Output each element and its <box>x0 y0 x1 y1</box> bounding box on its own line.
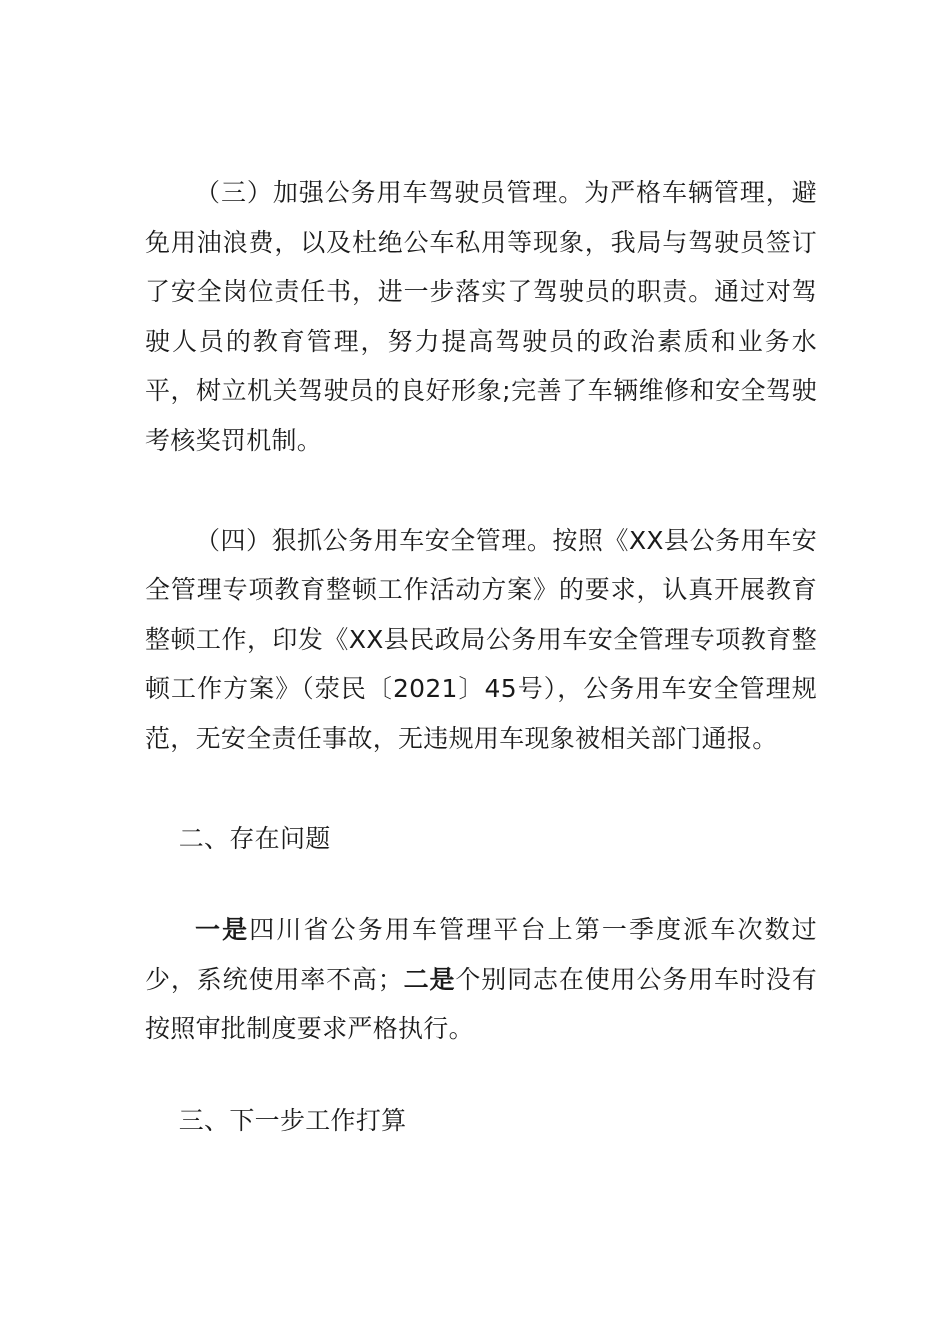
paragraph-driver-management: （三）加强公务用车驾驶员管理。为严格车辆管理，避免用油浪费，以及杜绝公车私用等现象，我局与驾驶员签订了安全岗位责任书，进一步落实了驾驶员的职责。通过对驾驶人员的教育管理，努力提高驾驶员的政治素质和业务水平，树立机关驾驶员的良好形象;完善了车辆维修和安全驾驶考核奖罚机制。 <box>145 178 817 455</box>
paragraph-problems <box>145 905 817 1054</box>
heading-next-steps: 三、下一步工作打算 <box>178 1105 407 1135</box>
problem-text-two: 个别同志在使用公务用车时没有按照审批制度要求严格执行。 <box>145 964 817 1044</box>
document-body <box>145 168 817 1146</box>
heading-existing-problems: 二、存在问题 <box>178 823 331 853</box>
problem-lead-two: 二是 <box>403 964 456 994</box>
problem-text-one: 四川省公务用车管理平台上第一季度派车次数过少，系统使用率不高； <box>145 915 817 994</box>
problem-lead-one: 一是 <box>195 915 250 945</box>
paragraph-safety-management: （四）狠抓公务用车安全管理。按照《XX县公务用车安全管理专项教育整顿工作活动方案》的要求，认真开展教育整顿工作，印发《XX县民政局公务用车安全管理专项教育整顿工作方案》（荥民〔2021〕45号），公务用车安全管理规范，无安全责任事故，无违规用车现象被相关部门通报。 <box>145 525 817 753</box>
